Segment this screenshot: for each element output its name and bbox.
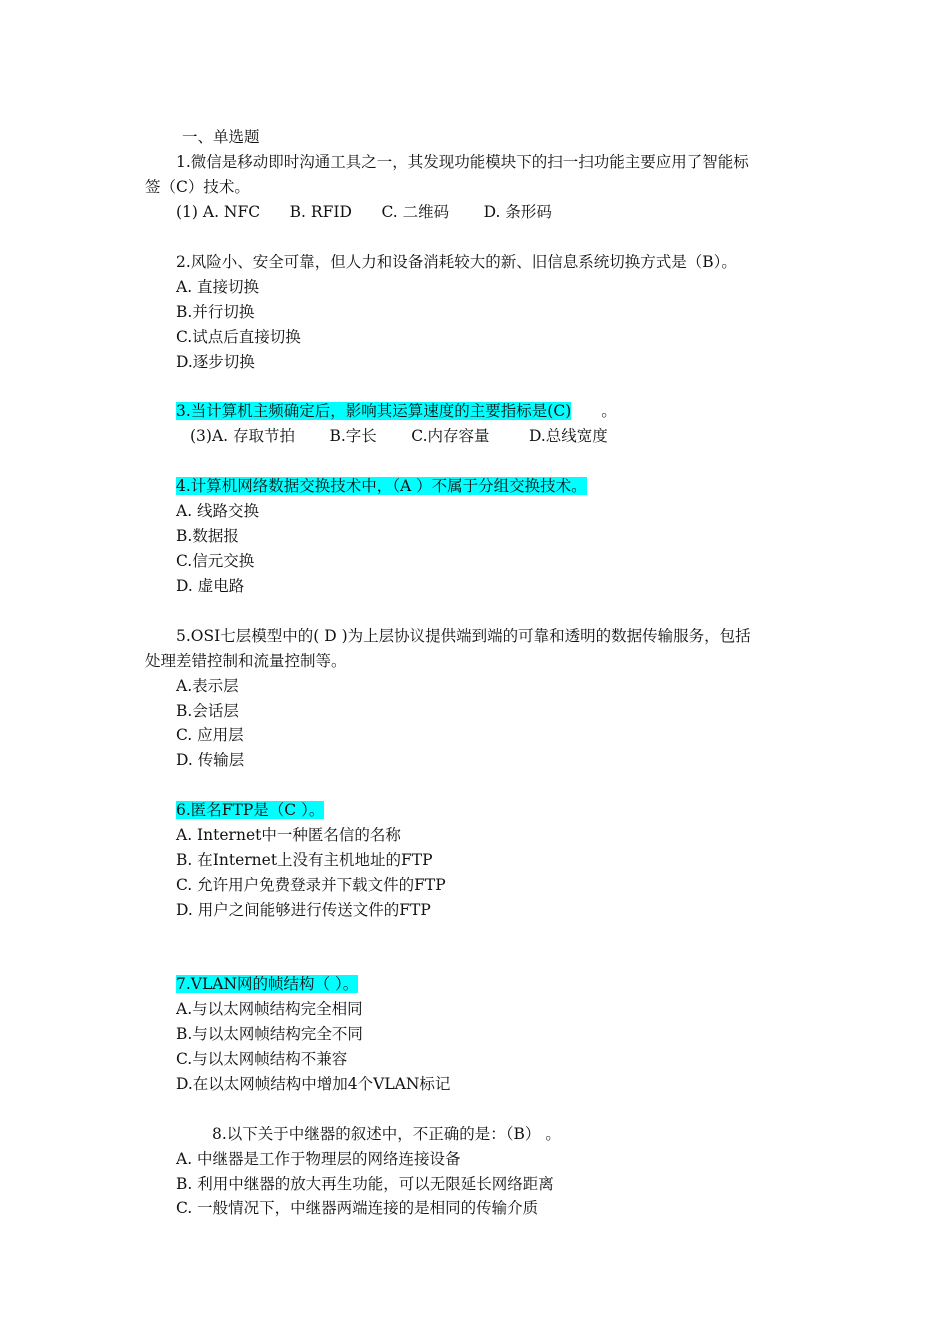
question-5-stem-line-1: 5.OSI七层模型中的( D )为上层协议提供端到端的可靠和透明的数据传输服务，包括 [176,627,751,645]
question-5-stem-line-2: 处理差错控制和流量控制等。 [145,652,347,670]
question-3-stem-row [176,401,617,421]
question-2-option-d: D.逐步切换 [176,353,255,371]
question-2-option-b: B.并行切换 [176,303,255,321]
question-1-stem-line-2: 签（C）技术。 [145,178,250,196]
question-6-option-c: C. 允许用户免费登录并下载文件的FTP [176,876,446,894]
question-1-stem-line-1: 1.微信是移动即时沟通工具之一，其发现功能模块下的扫一扫功能主要应用了智能标 [176,153,749,171]
question-5-option-a: A.表示层 [176,677,239,695]
question-7-option-b: B.与以太网帧结构完全不同 [176,1025,363,1043]
question-6-option-a: A. Internet中一种匿名信的名称 [176,826,401,844]
question-1-options: (1) A. NFC B. RFID C. 二维码 D. 条形码 [176,203,552,221]
question-3-stem-tail: 。 [601,402,617,420]
question-7-stem-row [176,974,358,994]
question-8-option-c: C. 一般情况下，中继器两端连接的是相同的传输介质 [176,1199,539,1217]
question-4-stem-row [176,476,587,496]
question-8-option-a: A. 中继器是工作于物理层的网络连接设备 [176,1150,461,1168]
question-6-option-d: D. 用户之间能够进行传送文件的FTP [176,901,431,919]
question-5-option-d: D. 传输层 [176,751,245,769]
question-5-option-b: B.会话层 [176,702,239,720]
question-3-options: (3)A. 存取节拍 B.字长 C.内存容量 D.总线宽度 [190,427,608,445]
question-6-option-b: B. 在Internet上没有主机地址的FTP [176,851,433,869]
question-4-option-d: D. 虚电路 [176,577,245,595]
question-2-option-a: A. 直接切换 [176,278,260,296]
question-4-option-a: A. 线路交换 [176,502,260,520]
question-6-stem-row [176,800,324,820]
question-7-option-c: C.与以太网帧结构不兼容 [176,1050,348,1068]
question-4-stem-highlight: 4.计算机网络数据交换技术中，（A ）不属于分组交换技术。 [176,477,587,495]
question-5-option-c: C. 应用层 [176,726,244,744]
question-8-option-b: B. 利用中继器的放大再生功能，可以无限延长网络距离 [176,1175,554,1193]
question-2-stem: 2.风险小、安全可靠，但人力和设备消耗较大的新、旧信息系统切换方式是（B）。 [176,253,737,271]
question-8-stem: 8.以下关于中继器的叙述中，不正确的是：（B） 。 [212,1125,561,1143]
question-4-option-b: B.数据报 [176,527,239,545]
question-7-stem-highlight: 7.VLAN网的帧结构（ ）。 [176,975,359,993]
question-3-stem-highlight: 3.当计算机主频确定后，影响其运算速度的主要指标是(C) [176,402,572,420]
question-7-option-a: A.与以太网帧结构完全相同 [176,1000,363,1018]
question-7-option-d: D.在以太网帧结构中增加4个VLAN标记 [176,1075,451,1093]
question-2-option-c: C.试点后直接切换 [176,328,301,346]
question-4-option-c: C.信元交换 [176,552,255,570]
question-6-stem-highlight: 6.匿名FTP是（C ）。 [176,801,325,819]
section-title: 一、单选题 [182,128,260,146]
